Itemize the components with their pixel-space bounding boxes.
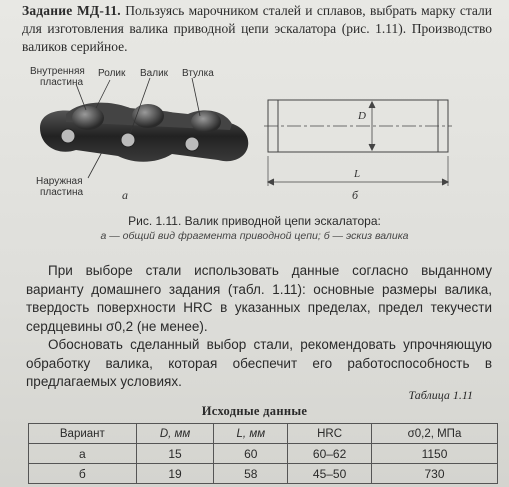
table-cell: 730 xyxy=(371,464,497,484)
table-cell: б xyxy=(29,464,137,484)
table-cell: 60 xyxy=(214,444,288,464)
label-outer-plate: Наружная xyxy=(36,176,83,187)
column-header: D, мм xyxy=(136,424,214,444)
table-cell: 19 xyxy=(136,464,214,484)
dimension-l-label: L xyxy=(354,168,361,180)
table-cell: 1150 xyxy=(371,444,497,464)
column-header: Вариант xyxy=(29,424,137,444)
table-row xyxy=(29,444,498,464)
column-header: L, мм xyxy=(214,424,288,444)
table-title: Исходные данные xyxy=(201,404,308,418)
table-number: Таблица 1.11 xyxy=(408,388,473,402)
column-header: σ0,2, МПа xyxy=(371,424,497,444)
label-inner-plate-2: пластина xyxy=(40,77,84,88)
task-heading: Задание МД-11. xyxy=(22,3,121,18)
label-outer-plate-2: пластина xyxy=(40,187,84,198)
figure-caption xyxy=(0,214,509,244)
task-text: Пользуясь марочником сталей и сплавов, выбрать марку стали для изготовления валика приводной цепи эскалатора (рис. 1.11). Производство валиков серийное. xyxy=(22,3,492,54)
subfigure-a-label: а xyxy=(122,188,128,202)
body-paragraph-1: При выборе стали использовать данные согласно выданному варианту домашнего задания (табл. 1.11): основные размеры валика, твердость поверхности HRC в указанных пределах, предел текучести сердцевины σ0,2 (не менее). xyxy=(26,263,492,334)
body-paragraph-2: Обосновать сделанный выбор стали, рекомендовать упрочняющую обработку валика, которая обеспечит его работоспособность в предлагаемых условиях. xyxy=(26,337,492,389)
table-cell: 58 xyxy=(214,464,288,484)
label-pin: Валик xyxy=(140,68,169,79)
column-header: HRC xyxy=(288,424,372,444)
table-header-row xyxy=(29,424,498,444)
table-cell: 60–62 xyxy=(288,444,372,464)
table-cell: 15 xyxy=(136,444,214,464)
subfigure-b-label: б xyxy=(352,188,359,202)
label-roller: Ролик xyxy=(98,68,126,79)
task-paragraph xyxy=(22,2,492,56)
table-cell: а xyxy=(29,444,137,464)
label-bushing: Втулка xyxy=(182,68,214,79)
table-cell: 45–50 xyxy=(288,464,372,484)
caption-title: Рис. 1.11. Валик приводной цепи эскалатора: xyxy=(128,214,381,228)
figure-1-11 xyxy=(0,60,509,210)
label-inner-plate: Внутренняя xyxy=(30,66,85,77)
source-data-table xyxy=(28,423,498,484)
dimension-d-label: D xyxy=(358,110,366,122)
table-row xyxy=(29,464,498,484)
body-text xyxy=(26,262,492,392)
caption-subtitle: а — общий вид фрагмента приводной цепи; б — эскиз валика xyxy=(100,230,409,242)
